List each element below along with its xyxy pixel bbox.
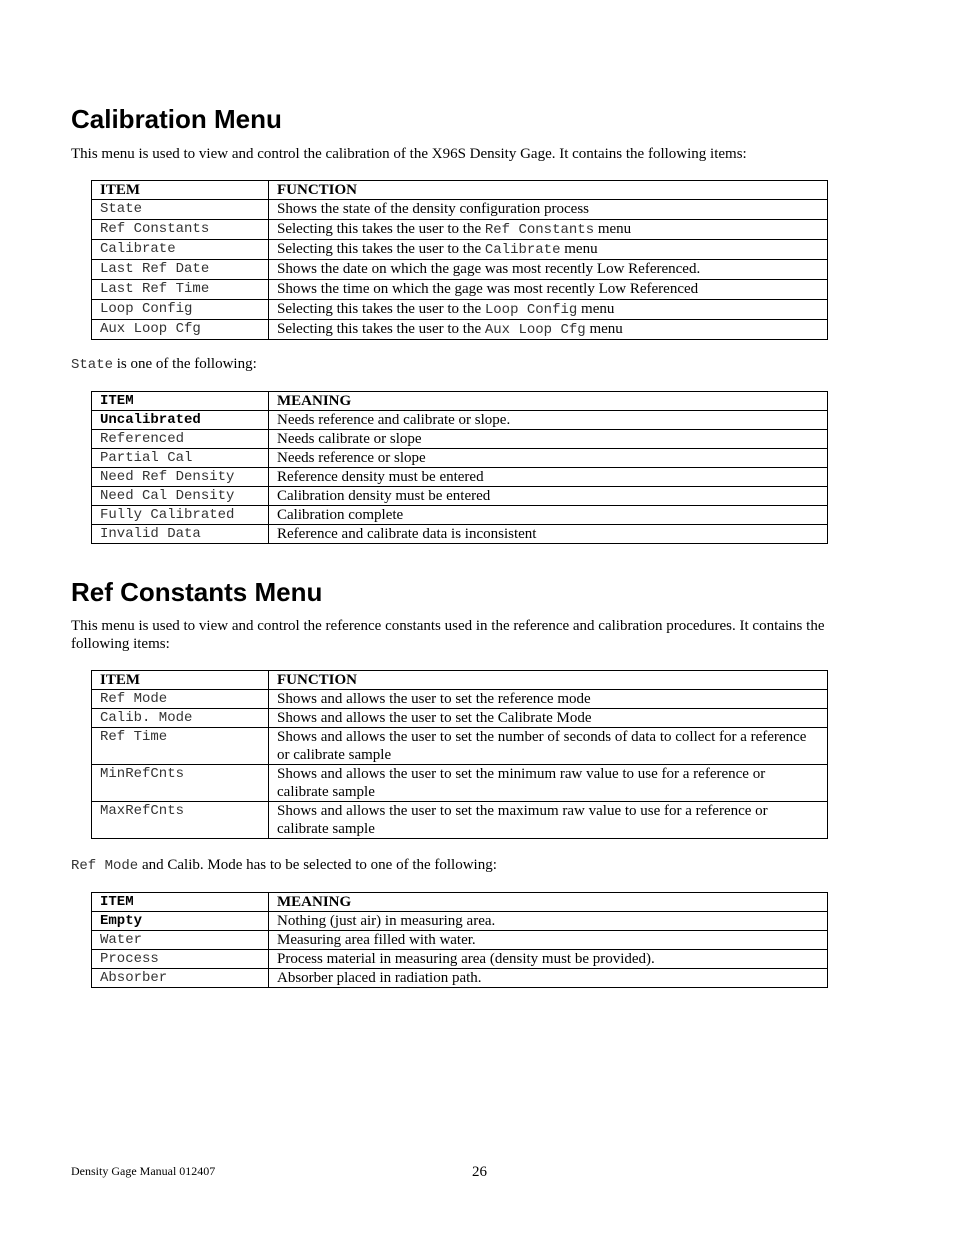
footer-page-number: 26 — [472, 1164, 487, 1180]
function-cell: Shows and allows the user to set the reference mode — [269, 690, 828, 709]
item-cell: Process — [92, 950, 269, 969]
function-cell — [269, 220, 828, 240]
item-cell: Aux Loop Cfg — [92, 320, 269, 340]
item-cell: Last Ref Time — [92, 280, 269, 300]
table-row — [92, 950, 828, 969]
item-cell: Ref Time — [92, 728, 269, 765]
ref-constants-menu-heading: Ref Constants Menu — [71, 577, 323, 607]
function-text: Shows the time on which the gage was most recently Low Referenced — [277, 281, 699, 297]
table-row — [92, 320, 828, 340]
table-row — [92, 728, 828, 765]
item-cell: Calib. Mode — [92, 709, 269, 728]
meaning-cell: Reference density must be entered — [269, 468, 828, 487]
table-row — [92, 430, 828, 449]
state-values-table — [91, 391, 828, 544]
state-note-code: State — [71, 357, 114, 373]
table-row — [92, 280, 828, 300]
column-header-function: FUNCTION — [269, 181, 828, 200]
item-cell: MaxRefCnts — [92, 802, 269, 839]
function-cell — [269, 260, 828, 280]
column-header-item: ITEM — [92, 893, 269, 912]
meaning-cell: Measuring area filled with water. — [269, 931, 828, 950]
meaning-cell: Process material in measuring area (density must be provided). — [269, 950, 828, 969]
table-header-row — [92, 893, 828, 912]
mode-values-table — [91, 892, 828, 988]
function-cell: Shows and allows the user to set the Calibrate Mode — [269, 709, 828, 728]
item-cell: Water — [92, 931, 269, 950]
function-text: Selecting this takes the user to the — [277, 301, 485, 317]
table-row — [92, 487, 828, 506]
function-code: Ref Constants — [484, 222, 595, 238]
column-header-item: ITEM — [92, 392, 269, 411]
table-header-row — [92, 181, 828, 200]
function-code: Calibrate — [484, 242, 561, 258]
meaning-cell: Needs calibrate or slope — [269, 430, 828, 449]
item-cell: Fully Calibrated — [92, 506, 269, 525]
function-cell: Shows and allows the user to set the number of seconds of data to collect for a reference or calibrate sample — [269, 728, 828, 765]
item-cell: Absorber — [92, 969, 269, 988]
table-header-row — [92, 671, 828, 690]
table-row — [92, 690, 828, 709]
table-row — [92, 525, 828, 544]
ref-constants-intro: This menu is used to view and control the reference constants used in the reference and calibration procedures. It contains the following items: — [71, 618, 825, 652]
item-cell: Last Ref Date — [92, 260, 269, 280]
mode-note-text: and Calib. Mode has to be selected to one of the following: — [138, 857, 497, 873]
column-header-meaning: MEANING — [269, 392, 828, 411]
mode-note-code: Ref Mode — [71, 858, 139, 874]
calibration-items-table — [91, 180, 828, 340]
table-row — [92, 709, 828, 728]
item-cell: Uncalibrated — [92, 411, 269, 430]
function-text: Selecting this takes the user to the — [277, 221, 485, 237]
ref-constants-items-table — [91, 670, 828, 839]
table-row — [92, 912, 828, 931]
function-code: Aux Loop Cfg — [484, 322, 586, 338]
table-row — [92, 240, 828, 260]
function-cell — [269, 240, 828, 260]
table-row — [92, 200, 828, 220]
function-cell: Shows and allows the user to set the maximum raw value to use for a reference or calibrate sample — [269, 802, 828, 839]
state-note-text: is one of the following: — [113, 356, 257, 372]
item-cell: Ref Constants — [92, 220, 269, 240]
table-row — [92, 300, 828, 320]
function-cell — [269, 200, 828, 220]
function-text: Shows the state of the density configuration process — [277, 201, 590, 217]
table-row — [92, 449, 828, 468]
item-cell: Invalid Data — [92, 525, 269, 544]
footer-document-name: Density Gage Manual 012407 — [71, 1164, 216, 1178]
function-text-suffix: menu — [560, 241, 598, 257]
meaning-cell: Needs reference or slope — [269, 449, 828, 468]
function-text-suffix: menu — [594, 221, 632, 237]
meaning-cell: Absorber placed in radiation path. — [269, 969, 828, 988]
calibration-intro: This menu is used to view and control the calibration of the X96S Density Gage. It contains the following items: — [71, 146, 747, 162]
table-row — [92, 506, 828, 525]
function-text-suffix: menu — [585, 321, 623, 337]
item-cell: State — [92, 200, 269, 220]
table-row — [92, 220, 828, 240]
item-cell: Empty — [92, 912, 269, 931]
item-cell: Referenced — [92, 430, 269, 449]
function-code: Loop Config — [484, 302, 578, 318]
item-cell: Need Cal Density — [92, 487, 269, 506]
table-row — [92, 802, 828, 839]
item-cell: Calibrate — [92, 240, 269, 260]
function-text: Selecting this takes the user to the — [277, 321, 485, 337]
item-cell: Loop Config — [92, 300, 269, 320]
meaning-cell: Reference and calibrate data is inconsistent — [269, 525, 828, 544]
meaning-cell: Nothing (just air) in measuring area. — [269, 912, 828, 931]
table-row — [92, 411, 828, 430]
function-text-suffix: menu — [577, 301, 615, 317]
table-row — [92, 765, 828, 802]
function-cell — [269, 280, 828, 300]
function-cell: Shows and allows the user to set the minimum raw value to use for a reference or calibrate sample — [269, 765, 828, 802]
function-cell — [269, 320, 828, 340]
item-cell: MinRefCnts — [92, 765, 269, 802]
function-cell — [269, 300, 828, 320]
table-row — [92, 260, 828, 280]
meaning-cell: Calibration complete — [269, 506, 828, 525]
calibration-menu-heading: Calibration Menu — [71, 104, 282, 134]
item-cell: Need Ref Density — [92, 468, 269, 487]
item-cell: Partial Cal — [92, 449, 269, 468]
table-row — [92, 931, 828, 950]
mode-note — [71, 856, 871, 875]
meaning-cell: Calibration density must be entered — [269, 487, 828, 506]
function-text: Selecting this takes the user to the — [277, 241, 485, 257]
state-note — [71, 355, 871, 374]
column-header-function: FUNCTION — [269, 671, 828, 690]
table-row — [92, 468, 828, 487]
meaning-cell: Needs reference and calibrate or slope. — [269, 411, 828, 430]
column-header-item: ITEM — [92, 181, 269, 200]
table-header-row — [92, 392, 828, 411]
column-header-meaning: MEANING — [269, 893, 828, 912]
item-cell: Ref Mode — [92, 690, 269, 709]
column-header-item: ITEM — [92, 671, 269, 690]
table-row — [92, 969, 828, 988]
function-text: Shows the date on which the gage was most recently Low Referenced. — [277, 261, 701, 277]
